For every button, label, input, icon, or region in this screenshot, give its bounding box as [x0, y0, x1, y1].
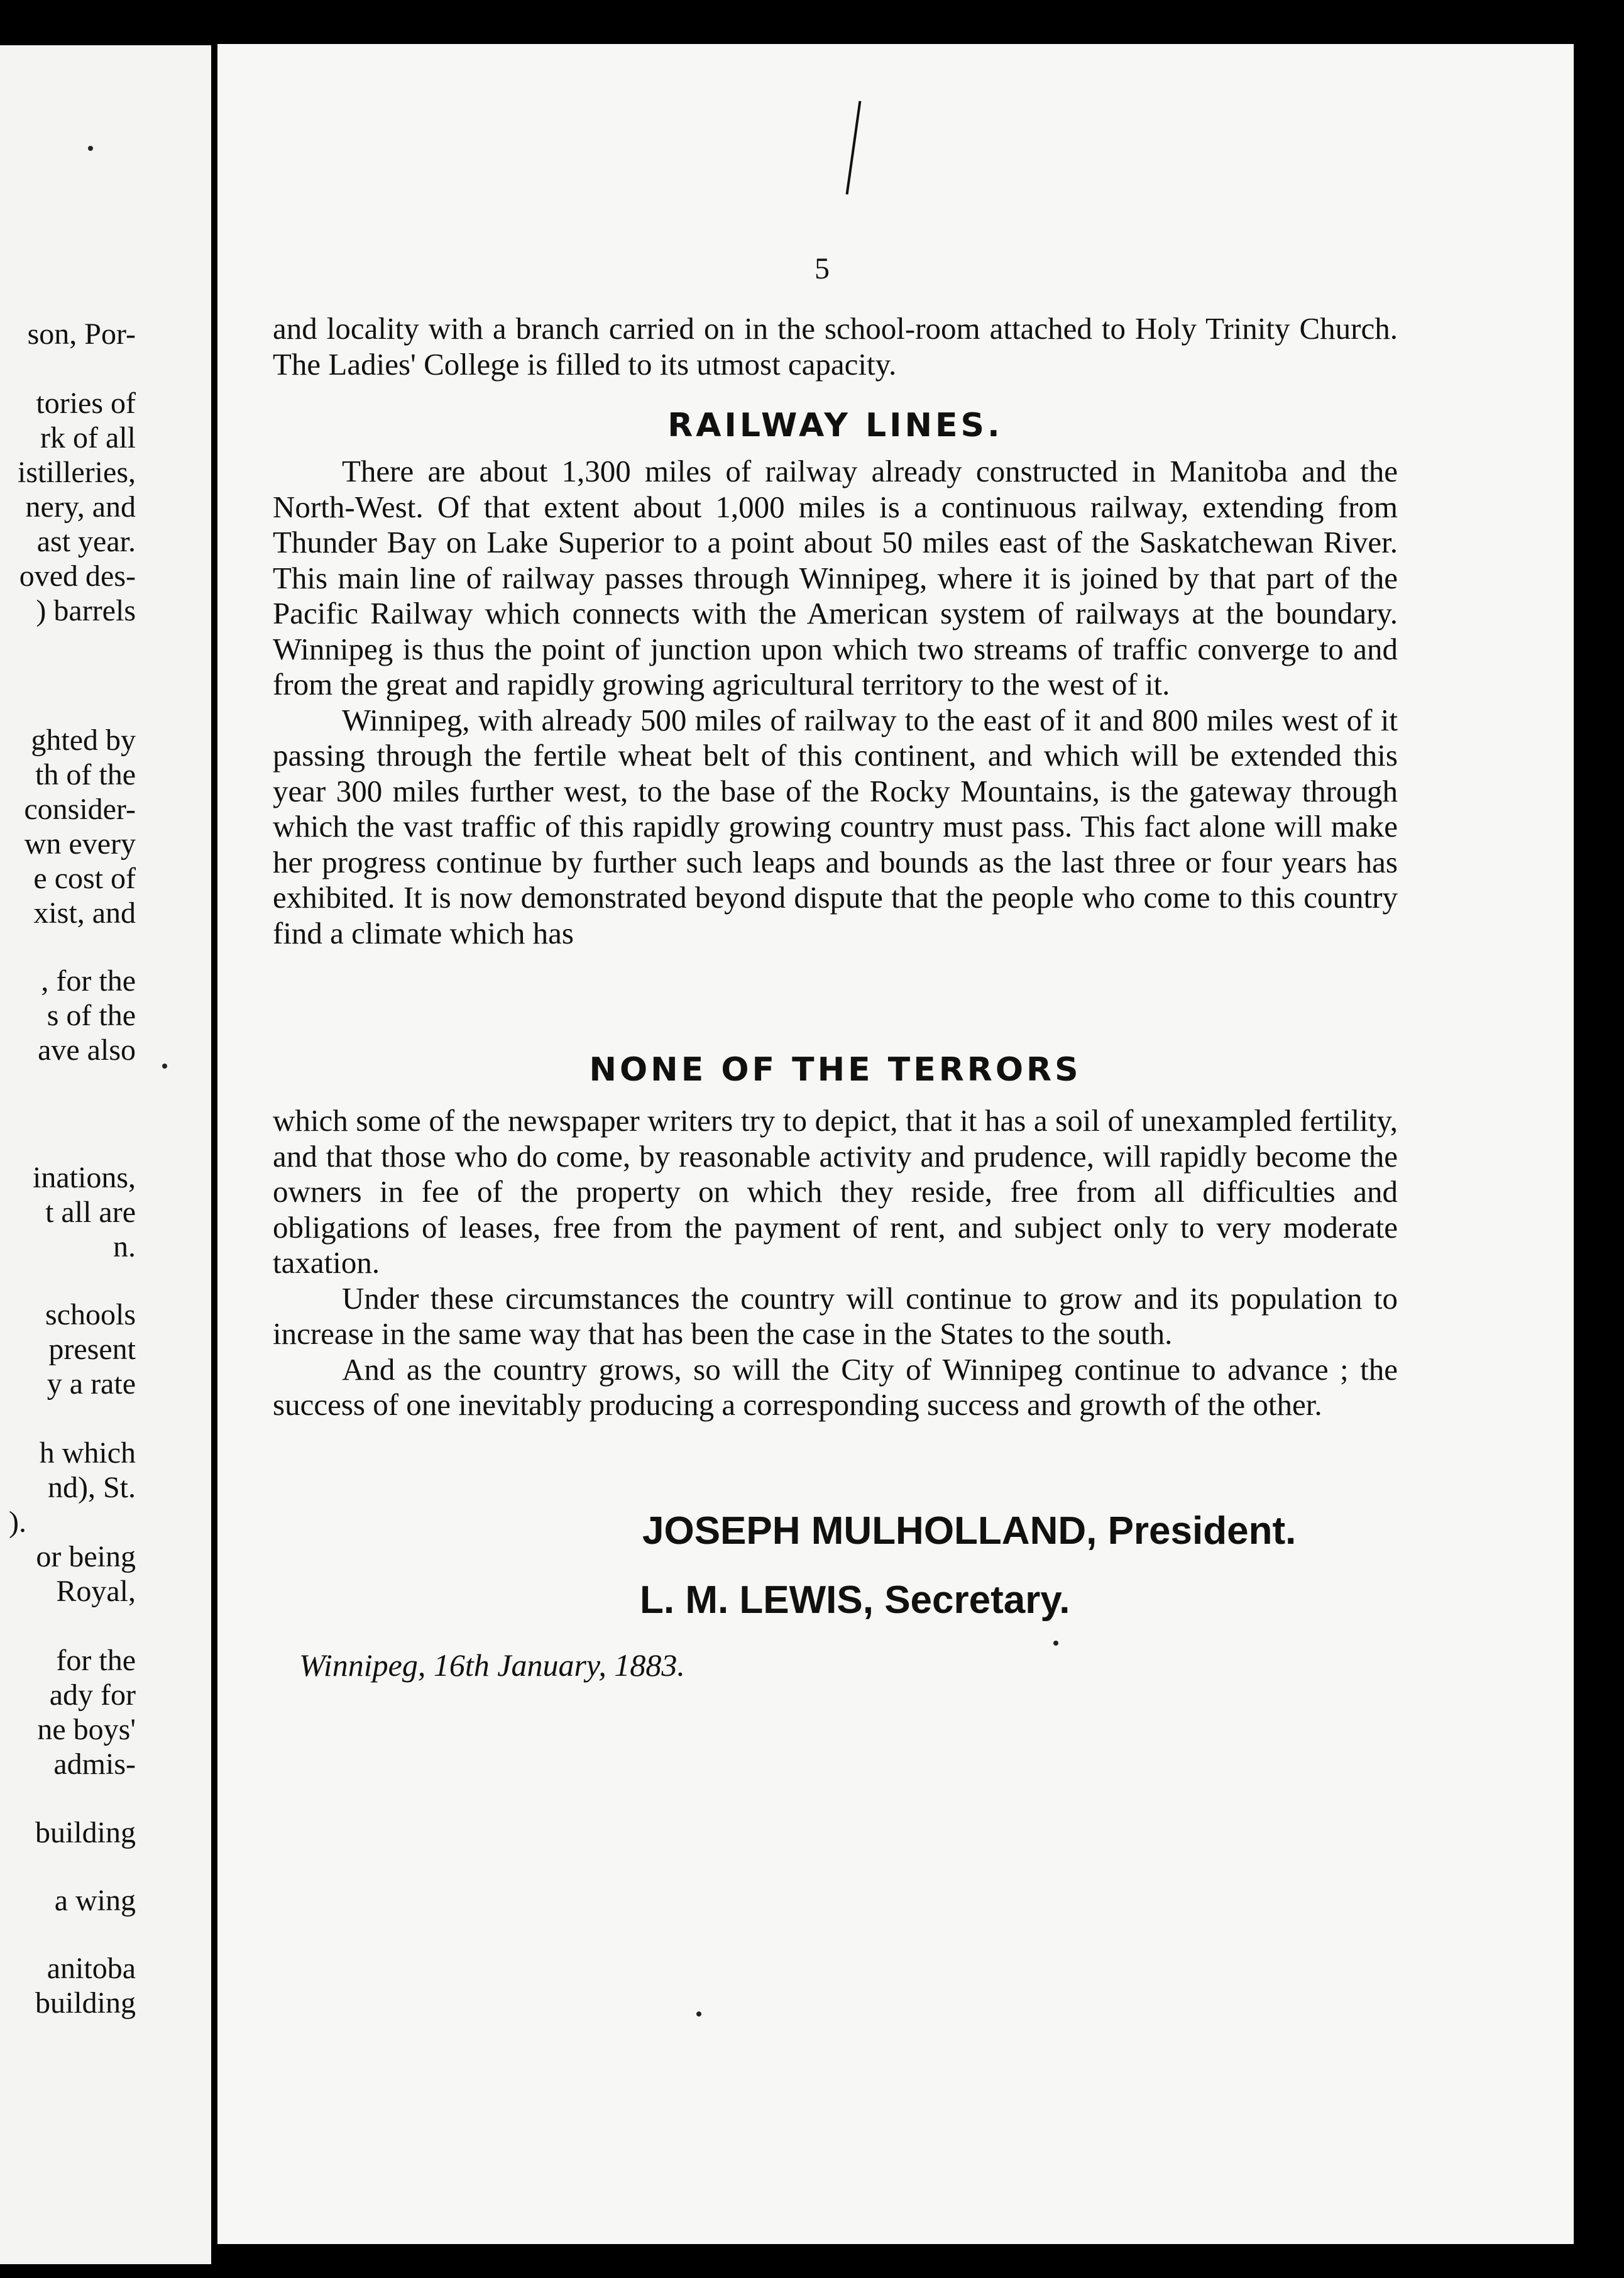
- left-line: ne boys': [37, 1713, 136, 1746]
- left-line: a wing: [54, 1884, 136, 1917]
- pen-mark: [846, 101, 862, 194]
- left-line: schools: [45, 1298, 136, 1331]
- left-line: xist, and: [33, 896, 136, 930]
- left-line: h which: [39, 1436, 136, 1470]
- section-heading-none-of-the-terrors: NONE OF THE TERRORS: [589, 1051, 1082, 1089]
- dateline: Winnipeg, 16th January, 1883.: [299, 1648, 685, 1683]
- left-line: e cost of: [33, 862, 136, 895]
- paragraph: There are about 1,300 miles of railway already constructed in Manitoba and the North-West. Of that extent about 1,000 miles is a continuous railway, extending from Thunder Bay on Lake Superior to a point about 50 miles east of the Saskatchewan River. This main line of railway passes through Winnipeg, where it is joined by that part of the Pacific Railway which connects with the American system of railways at the boundary. Winnipeg is thus the point of junction upon which two streams of traffic converge to and from the great and rapidly growing agricultural territory to the west of it.: [273, 454, 1398, 702]
- terrors-section: [273, 1103, 1398, 1423]
- intro-paragraph: [273, 311, 1398, 382]
- page-number: 5: [815, 252, 830, 285]
- left-line: building: [35, 1816, 136, 1849]
- left-line: rk of all: [40, 421, 136, 454]
- signature-secretary: L. M. LEWIS, Secretary.: [640, 1578, 1070, 1622]
- paragraph: which some of the newspaper writers try to depict, that it has a soil of unexampled fertility, and that those who do come, by reasonable activity and prudence, will rapidly become the owners in fee of the property on which they reside, free from all difficulties and obligations of leases, free from the payment of rent, and subject only to very moderate taxation.: [273, 1103, 1398, 1280]
- left-line: anitoba: [47, 1952, 136, 1985]
- left-line: tories of: [36, 387, 136, 420]
- railway-section: [273, 454, 1398, 951]
- left-line: building: [35, 1986, 136, 2020]
- left-line: present: [48, 1333, 136, 1366]
- left-line: or being: [36, 1540, 136, 1573]
- left-line: ghted by: [31, 724, 136, 757]
- paragraph: Winnipeg, with already 500 miles of railway to the east of it and 800 miles west of it passing through the fertile wheat belt of this continent, and which will be extended this year 300 miles further west, to the base of the Rocky Mountains, is the gateway through which the vast traffic of this rapidly growing country must pass. This fact alone will make her progress continue by further such leaps and bounds as the last three or four years has exhibited. It is now demonstrated beyond dispute that the people who come to this country find a climate which has: [273, 702, 1398, 950]
- left-line: ).: [9, 1505, 26, 1539]
- document-page: [217, 44, 1574, 2244]
- left-line: t all are: [45, 1196, 136, 1229]
- left-line: oved des-: [19, 559, 136, 593]
- left-line: istilleries,: [18, 456, 136, 489]
- previous-page-fragment: [0, 45, 211, 2264]
- left-line: n.: [113, 1230, 136, 1263]
- ink-speck: [162, 1064, 167, 1069]
- section-heading-railway-lines: RAILWAY LINES.: [667, 407, 1003, 444]
- left-line: wn every: [24, 827, 136, 861]
- left-line: Royal,: [56, 1575, 136, 1608]
- left-line: for the: [56, 1644, 136, 1677]
- left-line: inations,: [33, 1161, 136, 1194]
- signature-president: JOSEPH MULHOLLAND, President.: [642, 1509, 1297, 1553]
- paragraph: Under these circumstances the country will continue to grow and its population to increase in the same way that has been the case in the States to the south.: [273, 1280, 1398, 1351]
- left-line: consider-: [24, 793, 136, 826]
- left-line: ) barrels: [36, 594, 136, 627]
- intro-text: and locality with a branch carried on in the school-room attached to Holy Trinity Church. The Ladies' College is filled to its utmost capacity.: [273, 311, 1398, 382]
- ink-speck: [696, 2011, 701, 2017]
- left-line: s of the: [47, 999, 136, 1032]
- left-line: ave also: [38, 1033, 136, 1067]
- left-line: , for the: [41, 964, 136, 998]
- left-line: nery, and: [25, 490, 136, 524]
- left-line: nd), St.: [47, 1471, 136, 1504]
- ink-speck: [88, 146, 93, 151]
- ink-speck: [1053, 1641, 1058, 1646]
- left-line: son, Por-: [27, 317, 136, 351]
- left-line: th of the: [35, 758, 136, 791]
- left-line: admis-: [53, 1747, 136, 1781]
- left-line: ast year.: [36, 525, 136, 558]
- left-line: y a rate: [47, 1367, 136, 1400]
- left-line: ady for: [49, 1678, 136, 1712]
- paragraph: And as the country grows, so will the City of Winnipeg continue to advance ; the success of one inevitably producing a corresponding success and growth of the other.: [273, 1351, 1398, 1422]
